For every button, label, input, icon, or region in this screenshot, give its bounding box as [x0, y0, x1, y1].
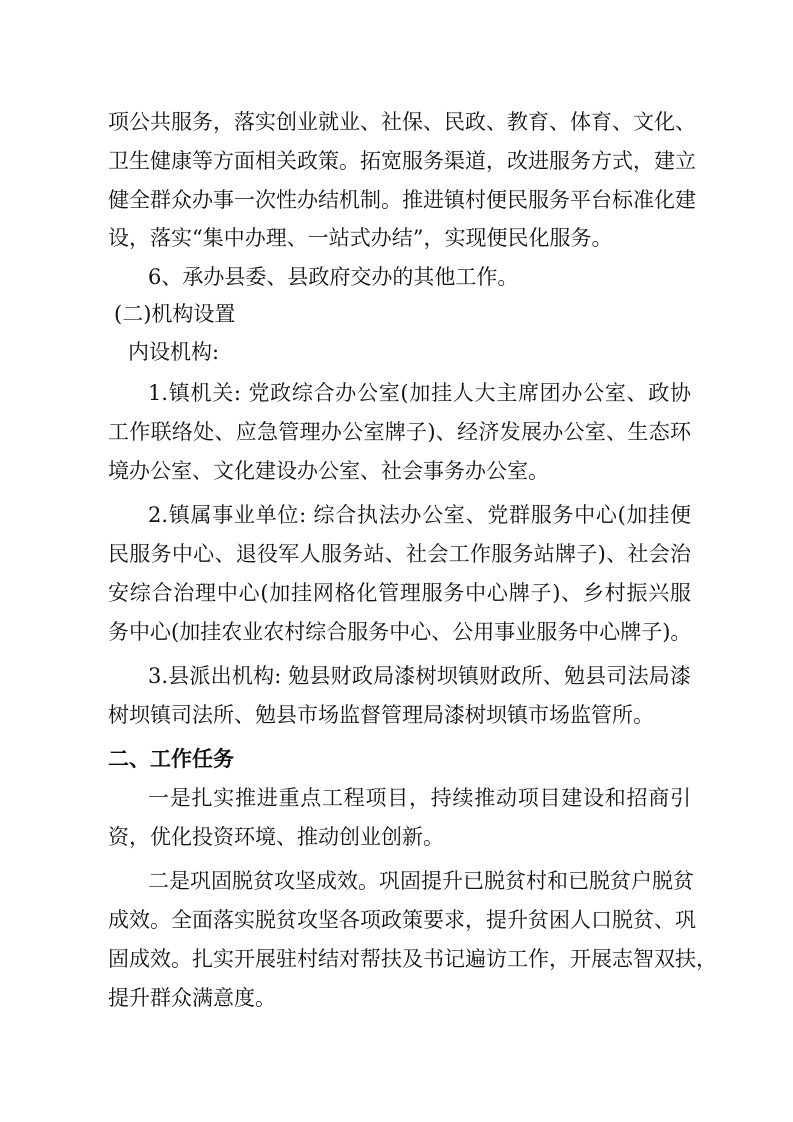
paragraph-line: 1.镇机关: 党政综合办公室(加挂人大主席团办公室、政协	[148, 381, 691, 405]
section-heading: 二、工作任务	[108, 747, 234, 771]
paragraph-line: 境办公室、文化建设办公室、社会事务办公室。	[108, 459, 549, 483]
paragraph-line: 务中心(加挂农业农村综合服务中心、公用事业服务中心牌子)。	[108, 620, 692, 644]
paragraph-line: 资，优化投资环境、推动创业创新。	[108, 825, 444, 849]
paragraph-line: 民服务中心、退役军人服务站、社会工作服务站牌子)、社会治	[108, 542, 691, 566]
paragraph-line: 一是扎实推进重点工程项目，持续推动项目建设和招商引	[148, 786, 691, 810]
paragraph-line: 内设机构:	[128, 340, 220, 364]
paragraph-line: 设，落实“集中办理、一站式办结”，实现便民化服务。	[108, 226, 613, 250]
paragraph-line: 安综合治理中心(加挂网格化管理服务中心牌子)、乡村振兴服	[108, 581, 691, 605]
paragraph-line: 固成效。扎实开展驻村结对帮扶及书记遍访工作，开展志智双扶，	[108, 947, 717, 971]
paragraph-line: 卫生健康等方面相关政策。拓宽服务渠道，改进服务方式，建立	[108, 149, 696, 173]
paragraph-line: 项公共服务，落实创业就业、社保、民政、教育、体育、文化、	[108, 110, 696, 134]
paragraph-line: 二是巩固脱贫攻坚成效。巩固提升已脱贫村和已脱贫户脱贫	[148, 869, 694, 893]
paragraph-line: 提升群众满意度。	[108, 986, 276, 1010]
paragraph-line: 工作联络处、应急管理办公室牌子)、经济发展办公室、生态环	[108, 420, 691, 444]
paragraph-line: 2.镇属事业单位: 综合执法办公室、党群服务中心(加挂便	[148, 503, 691, 527]
paragraph-line: 健全群众办事一次性办结机制。推进镇村便民服务平台标准化建	[108, 188, 696, 212]
paragraph-line: 6、承办县委、县政府交办的其他工作。	[148, 265, 519, 289]
paragraph-line: 成效。全面落实脱贫攻坚各项政策要求，提升贫困人口脱贫、巩	[108, 908, 696, 932]
paragraph-line: 3.县派出机构: 勉县财政局漆树坝镇财政所、勉县司法局漆	[148, 664, 691, 688]
paragraph-line: 树坝镇司法所、勉县市场监督管理局漆树坝镇市场监管所。	[108, 703, 654, 727]
section-subheading: (二)机构设置	[114, 302, 236, 326]
